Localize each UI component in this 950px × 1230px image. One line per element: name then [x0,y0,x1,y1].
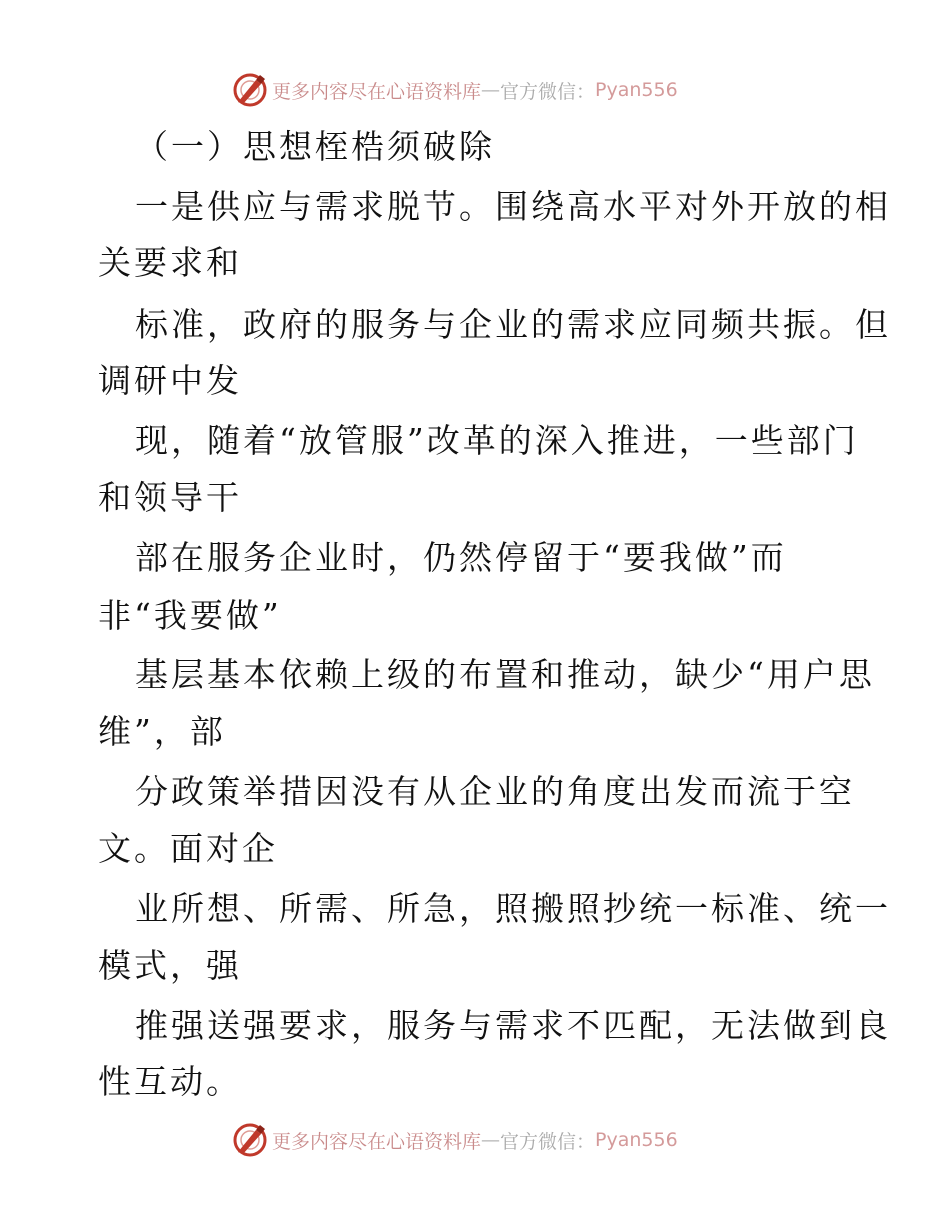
watermark-wechat-label: 官方微信： [500,80,596,103]
paragraph-line: 标准，政府的服务与企业的需求应同频共振。但 [135,305,891,344]
paragraph-line: 关要求和 [98,243,242,282]
watermark-separator: — [481,1129,501,1151]
paragraph-line: 推强送强要求，服务与需求不匹配，无法做到良 [135,1006,891,1045]
paragraph-line: 分政策举措因没有从企业的角度出发而流于空 [135,772,855,811]
section-heading: （一）思想桎梏须破除 [135,127,495,166]
paragraph-line: 现，随着“放管服”改革的深入推进，一些部门 [135,421,859,460]
paragraph-line: 性互动。 [98,1062,242,1101]
pen-logo-icon [232,1122,268,1158]
paragraph-line: 基层基本依赖上级的布置和推动，缺少“用户思 [135,655,875,694]
paragraph-line: 部在服务企业时，仍然停留于“要我做”而 [135,538,787,577]
paragraph-line: 非“我要做” [98,596,282,635]
paragraph-line: 模式，强 [98,946,242,985]
watermark-wechat-handle: Pyan556 [595,79,678,101]
header-watermark [232,70,712,110]
watermark-wechat-label: 官方微信： [500,1130,596,1153]
paragraph-line: 维”，部 [98,712,226,751]
paragraph-line: 调研中发 [98,361,242,400]
paragraph-line: 业所想、所需、所急，照搬照抄统一标准、统一 [135,889,891,928]
paragraph-line: 文。面对企 [98,829,278,868]
watermark-site-text: 更多内容尽在心语资料库 [272,80,482,103]
pen-logo-icon [232,72,268,108]
footer-watermark [232,1120,712,1160]
watermark-site-text: 更多内容尽在心语资料库 [272,1130,482,1153]
paragraph-line: 和领导干 [98,478,242,517]
watermark-separator: — [481,79,501,101]
paragraph-line: 一是供应与需求脱节。围绕高水平对外开放的相 [135,187,891,226]
watermark-wechat-handle: Pyan556 [595,1129,678,1151]
